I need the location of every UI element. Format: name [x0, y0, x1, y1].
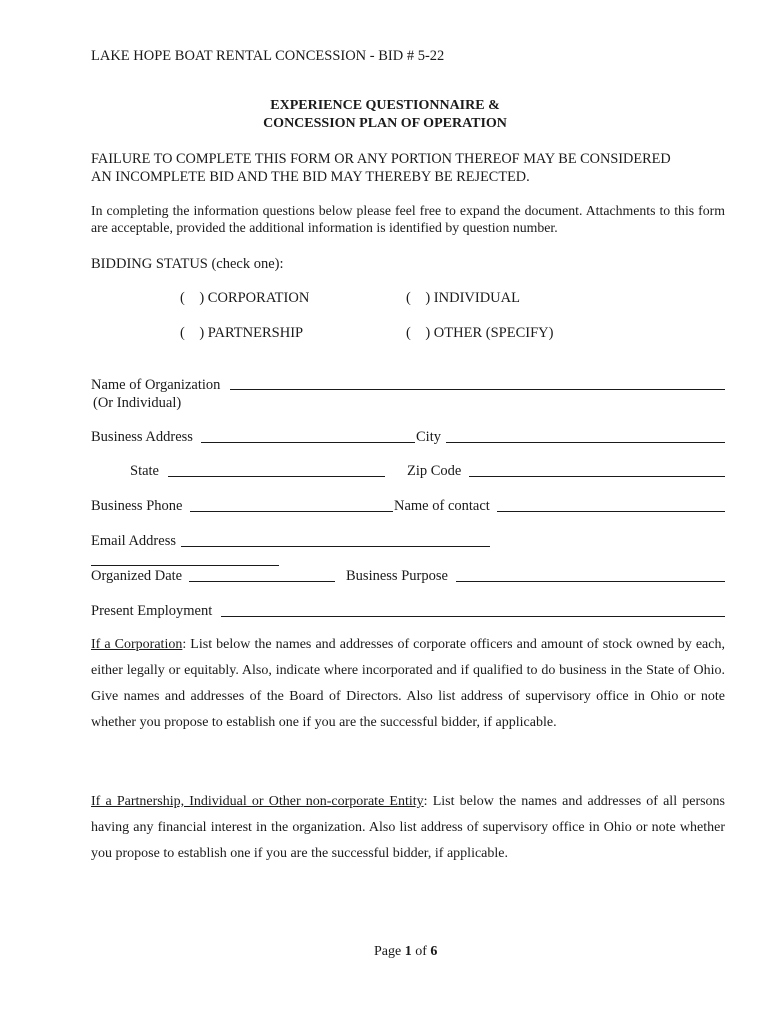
page-total: 6	[430, 944, 438, 959]
organized-date-field[interactable]	[189, 581, 335, 582]
zip-field[interactable]	[469, 476, 725, 477]
corporation-section	[91, 632, 725, 736]
corporation-heading: If a Corporation	[91, 637, 183, 652]
page-number: 1	[404, 944, 412, 959]
org-name-field[interactable]	[230, 389, 725, 390]
business-address-label: Business Address	[91, 429, 193, 445]
contact-field[interactable]	[497, 511, 725, 512]
of-label: of	[415, 944, 427, 959]
state-label: State	[130, 463, 159, 479]
option-label: CORPORATION	[207, 290, 310, 306]
checkbox-mark: ( )	[406, 325, 431, 341]
heading-line-2: CONCESSION PLAN OF OPERATION	[263, 116, 507, 131]
option-other[interactable]	[406, 324, 553, 342]
corporation-text: : List below the names and addresses of corporate officers and amount of stock owned by each, either legally or equitably. Also, indicate where incorporated and if qualified to do business in the State of Ohio. Give names and addresses of the Board of Directors. Also list address of supervisory office in Ohio or note whether you propose to establish one if you are the successful bidder, if applicable.	[91, 637, 725, 730]
org-name-sublabel: (Or Individual)	[93, 395, 182, 411]
option-partnership[interactable]	[180, 324, 303, 342]
state-field[interactable]	[168, 476, 385, 477]
option-label: OTHER (SPECIFY)	[433, 325, 554, 341]
page-footer	[374, 943, 437, 961]
option-label: PARTNERSHIP	[207, 325, 304, 341]
partnership-heading: If a Partnership, Individual or Other non-corporate Entity	[91, 794, 424, 809]
email-field-continued[interactable]	[91, 565, 279, 566]
employment-label: Present Employment	[91, 603, 213, 619]
warning-line-1: FAILURE TO COMPLETE THIS FORM OR ANY PORTION THEREOF MAY BE CONSIDERED	[91, 151, 671, 167]
option-label: INDIVIDUAL	[433, 290, 520, 306]
checkbox-mark: ( )	[180, 325, 205, 341]
option-individual[interactable]	[406, 289, 520, 307]
employment-field[interactable]	[221, 616, 725, 617]
bidding-status-label: BIDDING STATUS (check one):	[91, 256, 284, 272]
checkbox-mark: ( )	[180, 290, 205, 306]
partnership-section	[91, 789, 725, 867]
partnership-text: : List below the names and addresses of all persons having any financial interest in the organization. Also list address of supervisory office in Ohio or note whether you propose to establish one if you are the successful bidder, if applicable.	[91, 794, 726, 861]
org-name-label: Name of Organization	[91, 377, 221, 393]
zip-label: Zip Code	[407, 463, 462, 479]
business-address-field[interactable]	[201, 442, 415, 443]
phone-label: Business Phone	[91, 498, 183, 514]
contact-label: Name of contact	[394, 498, 490, 514]
document-header: LAKE HOPE BOAT RENTAL CONCESSION - BID # 5-22	[91, 48, 445, 64]
heading-line-1: EXPERIENCE QUESTIONNAIRE &	[270, 98, 500, 113]
email-label: Email Address	[91, 533, 176, 549]
phone-field[interactable]	[190, 511, 393, 512]
organized-date-label: Organized Date	[91, 568, 183, 584]
instructions-text: In completing the information questions below please feel free to expand the document. Attachments to this form are acceptable, provided the additional information is identified by question number.	[91, 203, 725, 235]
city-label: City	[416, 429, 441, 445]
warning-line-2: AN INCOMPLETE BID AND THE BID MAY THEREBY BE REJECTED.	[91, 169, 530, 185]
page-label: Page	[374, 944, 402, 959]
checkbox-mark: ( )	[406, 290, 431, 306]
email-field[interactable]	[181, 546, 490, 547]
purpose-label: Business Purpose	[346, 568, 448, 584]
purpose-field[interactable]	[456, 581, 725, 582]
city-field[interactable]	[446, 442, 725, 443]
option-corporation[interactable]	[180, 289, 309, 307]
